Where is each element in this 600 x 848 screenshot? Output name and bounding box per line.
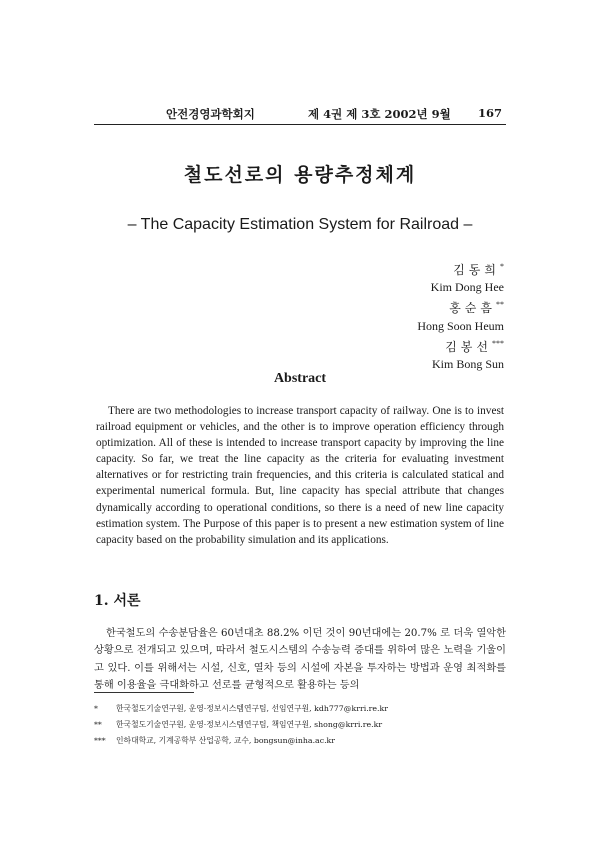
author-2-english: Hong Soon Heum [417, 318, 504, 333]
author-3-mark: *** [492, 338, 504, 348]
running-header [94, 104, 506, 125]
author-2-mark: ** [496, 300, 504, 310]
title-korean: 철도선로의 용량추정체계 [183, 164, 417, 186]
footnote-3 [94, 735, 335, 746]
footnote-1 [94, 703, 388, 714]
author-3-korean: 김봉선*** [445, 338, 504, 354]
section-body-text: 한국철도의 수송분담율은 60년대초 88.2% 이던 것이 90년대에는 20.7% 로 더욱 열악한 상황으로 전개되고 있으며, 따라서 철도시스템의 수송능력 증대를 위하여 많은 노력을 기울이고 있다. 이를 위해서는 시설, 신호, 열차 등의 시설에 자본을 투자하는 방법과 운영 최적화를 통해 이용율을 극대화하고 선로를 균형적으로 활용하는 등의 [94, 628, 506, 691]
footnote-2 [94, 719, 382, 730]
footnote-2-text: 한국철도기술연구원, 운영·정보시스템연구팀, 책임연구원, shong@krri.re.kr [116, 720, 383, 729]
author-3-english: Kim Bong Sun [431, 357, 504, 372]
footnote-1-mark: * [94, 704, 98, 713]
footnote-2-mark: ** [94, 720, 102, 729]
abstract-text: There are two methodologies to increase transport capacity of railway. One is to invest railroad equipment or vehicles, and the other is to improve operation efficiency through optimization. All of these is intended to increase transport capacity by improving the line capacity. So far, we treat the line capacity as the criteria for evaluating investment alternatives or for restricting train frequencies, and this criteria is calculated statical and experimental numerical formula. But, line capacity has special attribute that changes dynamically according to operational conditions, so there is a need of new line capacity estimation system. The Purpose of this paper is to present a new estimation system of line capacity based on the probability simulation and its applications. [96, 405, 504, 546]
journal-name: 안전경영과학회지 [166, 107, 255, 121]
section-heading: 1. 서론 [94, 593, 141, 609]
footnote-divider [94, 692, 194, 693]
volume-issue: 제 4권 제 3호 2002년 9월 [308, 107, 451, 121]
footnote-1-text: 한국철도기술연구원, 운영·정보시스템연구팀, 선임연구원, kdh777@krri.re.kr [116, 704, 388, 713]
page-number: 167 [477, 106, 502, 120]
footnote-3-mark: *** [94, 736, 106, 745]
author-2-korean: 홍순흠** [449, 300, 504, 316]
title-english: – The Capacity Estimation System for Railroad – [127, 216, 473, 233]
author-1-english: Kim Dong Hee [430, 280, 504, 295]
author-block [417, 258, 504, 373]
author-1-mark: * [500, 262, 504, 271]
footnote-3-text: 인하대학교, 기계공학부 산업공학, 교수, bongsun@inha.ac.kr [116, 736, 336, 745]
abstract-heading: Abstract [273, 371, 327, 386]
author-1-korean: 김동희* [453, 262, 504, 277]
